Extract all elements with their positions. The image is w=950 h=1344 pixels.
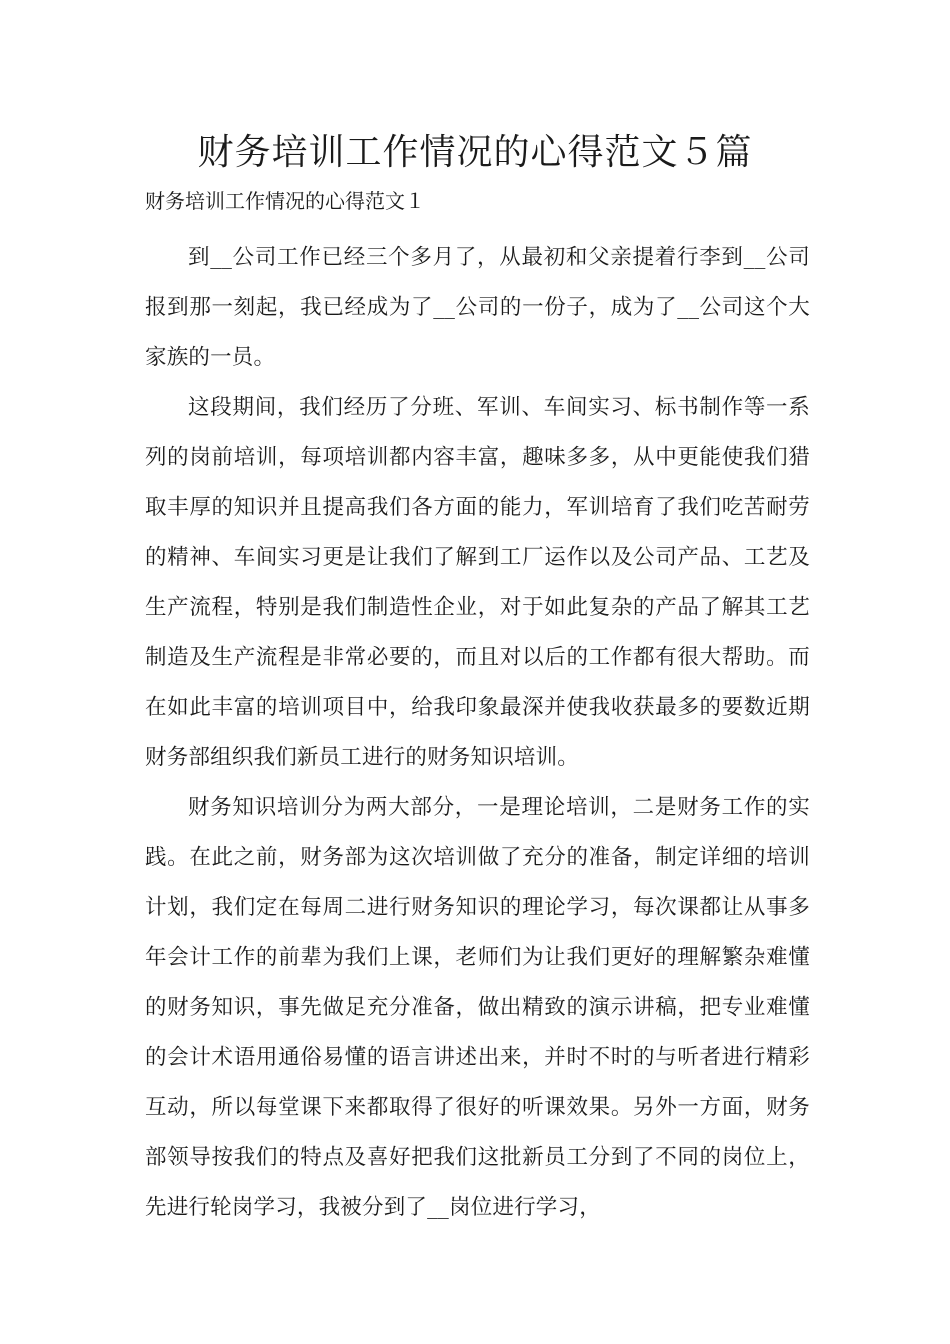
paragraph: 这段期间，我们经历了分班、军训、车间实习、标书制作等一系列的岗前培训，每项培训都内容丰富，趣味多多，从中更能使我们猎取丰厚的知识并且提高我们各方面的能力，军训培育了我们吃苦耐劳的精神、车间实习更是让我们了解到工厂运作以及公司产品、工艺及生产流程，特别是我们制造性企业，对于如此复杂的产品了解其工艺制造及生产流程是非常必要的，而且对以后的工作都有很大帮助。而在如此丰富的培训项目中，给我印象最深并使我收获最多的要数近期财务部组织我们新员工进行的财务知识培训。 <box>145 395 810 770</box>
paragraph: 到__公司工作已经三个多月了，从最初和父亲提着行李到__公司报到那一刻起，我已经成为了__公司的一份子，成为了__公司这个大家族的一员。 <box>145 245 810 370</box>
section-heading: 财务培训工作情况的心得范文１ <box>145 189 425 213</box>
document-body <box>145 233 810 1233</box>
paragraph: 财务知识培训分为两大部分，一是理论培训，二是财务工作的实践。在此之前，财务部为这次培训做了充分的准备，制定详细的培训计划，我们定在每周二进行财务知识的理论学习，每次课都让从事多年会计工作的前辈为我们上课，老师们为让我们更好的理解繁杂难懂的财务知识，事先做足充分准备，做出精致的演示讲稿，把专业难懂的会计术语用通俗易懂的语言讲述出来，并时不时的与听者进行精彩互动，所以每堂课下来都取得了很好的听课效果。另外一方面，财务部领导按我们的特点及喜好把我们这批新员工分到了不同的岗位上，先进行轮岗学习，我被分到了__岗位进行学习， <box>145 795 810 1220</box>
document-title: 财务培训工作情况的心得范文５篇 <box>197 132 753 173</box>
